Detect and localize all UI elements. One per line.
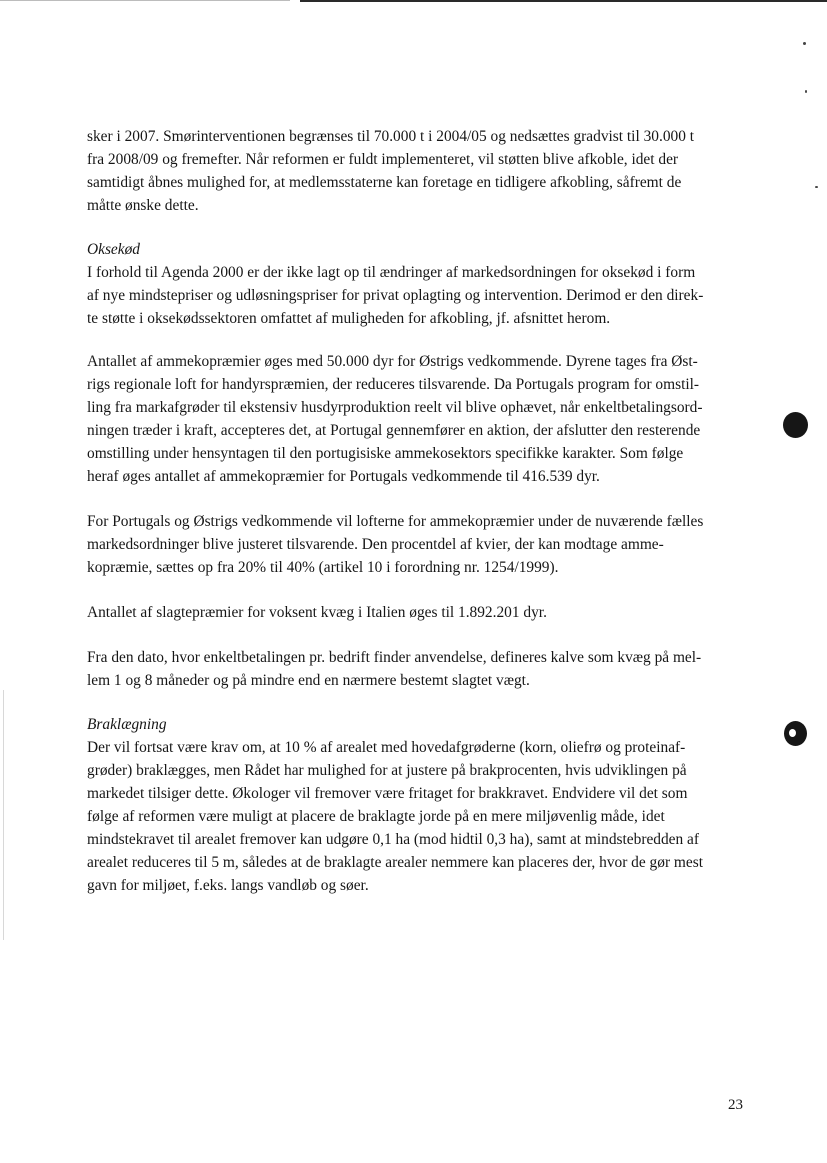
text-line: For Portugals og Østrigs vedkommende vil lofterne for ammekopræmier under de nuværende fælles	[87, 513, 704, 530]
paragraph-slagtepraemier	[87, 601, 753, 624]
paragraph-ammekopraemier	[87, 350, 753, 488]
scan-speck	[805, 90, 807, 93]
text-line: heraf øges antallet af ammekopræmier for Portugals vedkommende til 416.539 dyr.	[87, 468, 600, 485]
text-line: markedet tilsiger dette. Økologer vil fremover være fritaget for brakkravet. Endvidere vil det som	[87, 785, 688, 802]
text-line: sker i 2007. Smørinterventionen begrænses til 70.000 t i 2004/05 og nedsættes gradvist til 30.000 t	[87, 128, 695, 145]
text-line: lem 1 og 8 måneder og på mindre end en nærmere bestemt slagtet vægt.	[87, 672, 530, 689]
section-braklaegning	[87, 713, 753, 897]
text-line: Fra den dato, hvor enkeltbetalingen pr. bedrift finder anvendelse, defineres kalve som kvæg på mel-	[87, 649, 702, 666]
scan-speck	[803, 42, 806, 45]
text-line: I forhold til Agenda 2000 er der ikke lagt op til ændringer af markedsordningen for oksekød i form	[87, 264, 696, 281]
paragraph-lofter	[87, 510, 753, 579]
page-number: 23	[728, 1097, 743, 1113]
text-line: arealet reduceres til 5 m, således at de braklagte arealer nemmere kan placeres der, hvor de gør mest	[87, 854, 703, 871]
text-line: omstilling under hensyntagen til den portugisiske ammekosektors specifikke karakter. Som følge	[87, 445, 684, 462]
text-line: fra 2008/09 og fremefter. Når reformen er fuldt implementeret, vil støtten blive afkoble, idet der	[87, 151, 679, 168]
text-line: gavn for miljøet, f.eks. langs vandløb og søer.	[87, 877, 369, 894]
text-line: markedsordninger blive justeret tilsvarende. Den procentdel af kvier, der kan modtage amme-	[87, 536, 664, 553]
text-line: Antallet af ammekopræmier øges med 50.000 dyr for Østrigs vedkommende. Dyrene tages fra Øst-	[87, 353, 698, 370]
text-line: af nye mindstepriser og udløsningspriser for privat oplagting og intervention. Derimod er den direk-	[87, 287, 704, 304]
section-heading: Oksekød	[87, 241, 140, 258]
punch-hole-mark	[784, 721, 807, 746]
text-line: grøder) braklægges, men Rådet har mulighed for at justere på brakprocenten, hvis udviklingen på	[87, 762, 687, 779]
text-line: samtidigt åbnes mulighed for, at medlemsstaterne kan foretage en tidligere afkobling, såfremt de	[87, 174, 682, 191]
scan-speck	[815, 186, 818, 188]
text-line: Antallet af slagtepræmier for voksent kvæg i Italien øges til 1.892.201 dyr.	[87, 604, 547, 621]
text-line: rigs regionale loft for handyrspræmien, der reduceres tilsvarende. Da Portugals program for omstil-	[87, 376, 700, 393]
text-line: kopræmie, sættes op fra 20% til 40% (artikel 10 i forordning nr. 1254/1999).	[87, 559, 559, 576]
punch-hole-mark	[783, 412, 808, 438]
paragraph-kalve	[87, 646, 753, 692]
scan-left-edge-mark	[3, 690, 4, 940]
text-line: ling fra markafgrøder til ekstensiv husdyrproduktion reelt vil blive ophævet, når enkeltbetalingsord-	[87, 399, 703, 416]
text-line: ningen træder i kraft, accepteres det, at Portugal gennemfører en aktion, der afslutter den resterende	[87, 422, 701, 439]
scan-top-edge-left	[0, 0, 290, 1]
section-heading: Braklægning	[87, 716, 167, 733]
section-oksekod	[87, 238, 753, 330]
text-line: følge af reformen være muligt at placere de braklagte jorde på en mere miljøvenlig måde, idet	[87, 808, 665, 825]
scan-top-edge	[300, 0, 827, 2]
text-line: mindstekravet til arealet fremover kan udgøre 0,1 ha (mod hidtil 0,3 ha), samt at mindstebredden af	[87, 831, 700, 848]
text-line: te støtte i oksekødssektoren omfattet af muligheden for afkobling, jf. afsnittet herom.	[87, 310, 611, 327]
text-line: Der vil fortsat være krav om, at 10 % af arealet med hovedafgrøderne (korn, oliefrø og proteinaf-	[87, 739, 686, 756]
text-line: måtte ønske dette.	[87, 197, 199, 214]
intro-paragraph	[87, 125, 753, 217]
